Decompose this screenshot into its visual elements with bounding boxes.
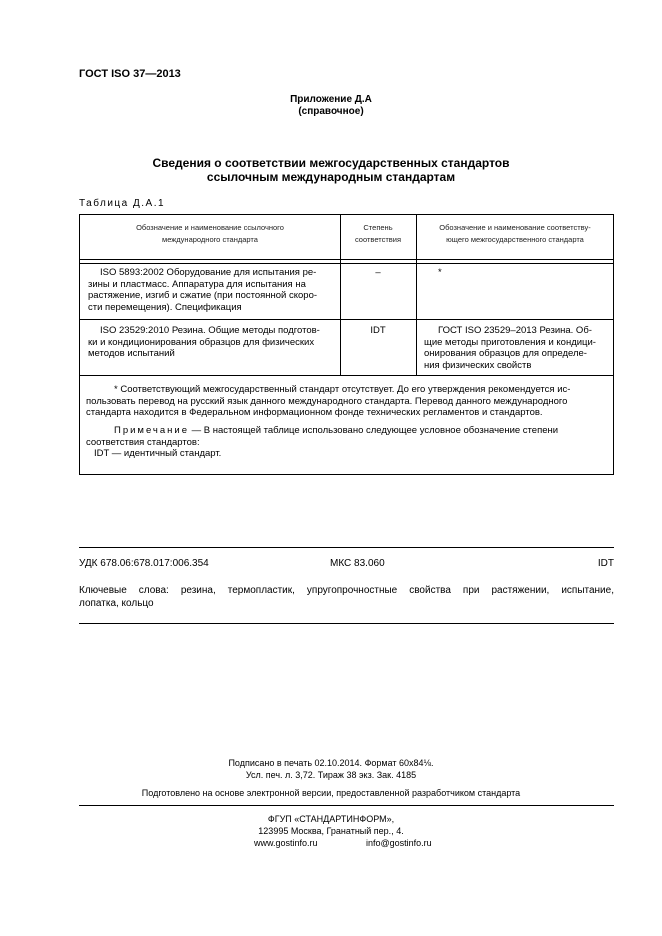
- table-header-divider-2: [80, 263, 613, 264]
- conformity-degree: IDT: [597, 558, 614, 569]
- table-row-1-degree: –: [375, 267, 381, 278]
- cell-line: ISO 23529:2010 Резина. Общие методы подготов-: [100, 325, 320, 336]
- cell-line: сти перемещения). Спецификация: [88, 301, 242, 313]
- appendix-title: Приложение Д.А: [290, 94, 372, 105]
- biblio-bottom-rule: [79, 623, 614, 624]
- table-note: [86, 425, 606, 460]
- note-line: IDT — идентичный стандарт.: [94, 448, 222, 460]
- imprint-prepared: Подготовлено на основе электронной версии, предоставленной разработчиком стандарта: [141, 788, 521, 798]
- table-header-divider: [80, 259, 613, 260]
- cell-line: онирования образцов для определе-: [424, 348, 587, 360]
- udk-code: УДК 678.06:678.017:006.354: [79, 558, 209, 569]
- document-code: ГОСТ ISO 37—2013: [79, 68, 181, 80]
- imprint-signed: Подписано в печать 02.10.2014. Формат 60x84⅛.: [228, 758, 434, 768]
- table-row-1-national: *: [438, 267, 442, 278]
- section-title-line-1: Сведения о соответствии межгосударственных стандартов: [152, 156, 510, 170]
- header-text: соответствия: [354, 235, 402, 244]
- table-row-1-reference: [88, 267, 334, 313]
- table-row-2-reference: [88, 325, 334, 360]
- correspondence-table: [79, 214, 614, 475]
- publisher-name: ФГУП «СТАНДАРТИНФОРМ»,: [267, 814, 395, 824]
- header-national-standard: [416, 222, 614, 246]
- table-row-divider: [80, 319, 613, 320]
- note-label: Примечание: [114, 425, 189, 436]
- cell-line: ки и кондиционирования образцов для физических: [88, 336, 315, 348]
- header-reference-standard: [80, 222, 340, 246]
- keywords-line: лопатка, кольцо: [79, 598, 154, 609]
- table-footer-divider: [80, 375, 613, 376]
- header-text: Обозначение и наименование ссылочного: [136, 223, 284, 232]
- appendix-heading: [0, 94, 662, 118]
- table-label: Таблица Д.А.1: [79, 198, 166, 209]
- publisher-address: 123995 Москва, Гранатный пер., 4.: [258, 826, 404, 836]
- appendix-note: (справочное): [298, 106, 364, 117]
- biblio-top-rule: [79, 547, 614, 548]
- footnote-line: * Соответствующий межгосударственный стандарт отсутствует. До его утверждения рекомендуется ис-: [114, 384, 571, 395]
- header-text: международного стандарта: [162, 235, 258, 244]
- mks-code: МКС 83.060: [330, 558, 385, 569]
- header-degree: [340, 222, 416, 246]
- section-title: [0, 156, 662, 184]
- cell-line: методов испытаний: [88, 348, 175, 360]
- keywords-line: Ключевые слова: резина, термопластик, упругопрочностные свойства при растяжении, испытание,: [79, 585, 614, 596]
- cell-line: ISO 5893:2002 Оборудование для испытания ре-: [100, 267, 317, 278]
- publisher-email-link[interactable]: info@gostinfo.ru: [366, 838, 432, 848]
- header-text: Обозначение и наименование соответству-: [439, 223, 591, 232]
- section-title-line-2: ссылочным международным стандартам: [206, 170, 456, 184]
- footnote-line: стандарта находится в Федеральном информационном фонде технических регламентов и стандартов.: [86, 407, 543, 419]
- table-row-2-degree: IDT: [370, 325, 386, 336]
- cell-line: ГОСТ ISO 23529–2013 Резина. Об-: [438, 325, 592, 336]
- imprint-print-info: Усл. печ. л. 3,72. Тираж 38 экз. Зак. 4185: [245, 770, 417, 780]
- note-line: — В настоящей таблице использовано следующее условное обозначение степени: [189, 425, 559, 436]
- header-text: ющего межгосударственного стандарта: [446, 235, 584, 244]
- footnote-line: пользовать перевод на русский язык данного международного стандарта. Перевод данного международного: [86, 395, 568, 407]
- note-line: соответствия стандартов:: [86, 436, 200, 448]
- keywords: [79, 584, 614, 610]
- cell-line: растяжение, изгиб и сжатие (при постоянной скоро-: [88, 290, 318, 302]
- table-footnote: [86, 384, 606, 419]
- header-text: Степень: [363, 223, 393, 232]
- table-row-2-national: [424, 325, 608, 371]
- cell-line: зины и пластмасс. Аппаратура для испытания на: [88, 278, 306, 290]
- publisher-website-link[interactable]: www.gostinfo.ru: [254, 838, 318, 848]
- cell-line: ния физических свойств: [424, 359, 532, 371]
- cell-line: щие методы приготовления и кондици-: [424, 336, 596, 348]
- imprint-rule: [79, 805, 614, 806]
